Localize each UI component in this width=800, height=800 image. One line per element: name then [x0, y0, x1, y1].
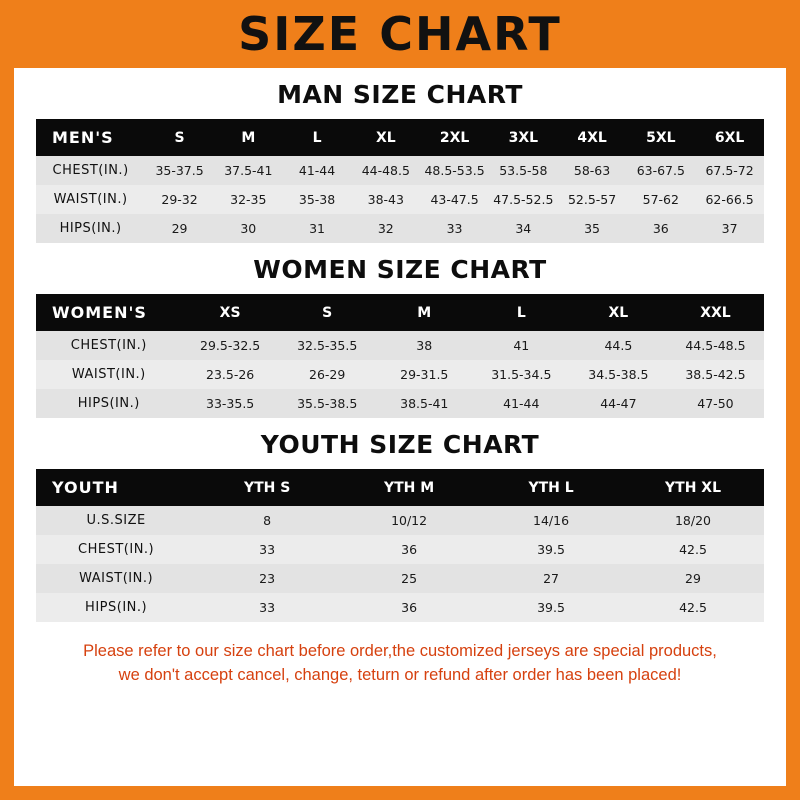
- men-size-table: [36, 119, 764, 243]
- youth-col-4: YTH XL: [622, 469, 764, 506]
- men-col-9: 6XL: [695, 119, 764, 156]
- women-cell-1-2: 29-31.5: [376, 360, 473, 389]
- footer-note-line-2: we don't accept cancel, change, teturn or refund after order has been placed!: [118, 665, 682, 684]
- women-col-4: L: [473, 294, 570, 331]
- women-table-head: [36, 294, 764, 331]
- women-cell-0-2: 38: [376, 331, 473, 360]
- women-cell-1-3: 31.5-34.5: [473, 360, 570, 389]
- men-cell-0-4: 48.5-53.5: [420, 156, 489, 185]
- women-col-2: S: [279, 294, 376, 331]
- table-row: [36, 564, 764, 593]
- youth-cell-2-3: 29: [622, 564, 764, 593]
- table-row: [36, 389, 764, 418]
- table-row: [36, 156, 764, 185]
- women-col-6: XXL: [667, 294, 764, 331]
- youth-cell-1-2: 39.5: [480, 535, 622, 564]
- table-row: [36, 506, 764, 535]
- footer-note-line-1: Please refer to our size chart before order,the customized jerseys are special products,: [83, 642, 717, 660]
- men-cell-1-2: 35-38: [283, 185, 352, 214]
- men-col-3: L: [283, 119, 352, 156]
- table-row: [36, 185, 764, 214]
- women-cell-1-5: 38.5-42.5: [667, 360, 764, 389]
- women-cell-0-3: 41: [473, 331, 570, 360]
- table-row: [36, 593, 764, 622]
- youth-section-title: YOUTH SIZE CHART: [260, 430, 540, 459]
- youth-cell-0-1: 10/12: [338, 506, 480, 535]
- men-col-5: 2XL: [420, 119, 489, 156]
- youth-cell-2-1: 25: [338, 564, 480, 593]
- youth-cell-0-3: 18/20: [622, 506, 764, 535]
- women-table-body: [36, 331, 764, 418]
- women-col-5: XL: [570, 294, 667, 331]
- women-cell-2-5: 47-50: [667, 389, 764, 418]
- men-cell-1-1: 32-35: [214, 185, 283, 214]
- men-col-7: 4XL: [558, 119, 627, 156]
- footer-band: [0, 786, 800, 800]
- men-cell-1-0: 29-32: [145, 185, 214, 214]
- youth-cell-3-0: 33: [196, 593, 338, 622]
- youth-row-1-label: CHEST(IN.): [36, 535, 196, 564]
- youth-col-3: YTH L: [480, 469, 622, 506]
- women-cell-2-4: 44-47: [570, 389, 667, 418]
- men-table-body: [36, 156, 764, 243]
- youth-cell-3-1: 36: [338, 593, 480, 622]
- women-cell-2-1: 35.5-38.5: [279, 389, 376, 418]
- youth-cell-1-1: 36: [338, 535, 480, 564]
- women-cell-0-1: 32.5-35.5: [279, 331, 376, 360]
- women-cell-0-0: 29.5-32.5: [182, 331, 279, 360]
- women-size-table: [36, 294, 764, 418]
- men-cell-0-2: 41-44: [283, 156, 352, 185]
- youth-row-2-label: WAIST(IN.): [36, 564, 196, 593]
- header-band: [0, 0, 800, 68]
- men-cell-0-7: 63-67.5: [626, 156, 695, 185]
- women-cell-2-3: 41-44: [473, 389, 570, 418]
- men-table-head: [36, 119, 764, 156]
- youth-cell-3-2: 39.5: [480, 593, 622, 622]
- youth-cell-0-2: 14/16: [480, 506, 622, 535]
- men-cell-1-5: 47.5-52.5: [489, 185, 558, 214]
- table-row: [36, 535, 764, 564]
- women-row-1-label: WAIST(IN.): [36, 360, 182, 389]
- women-row-2-label: HIPS(IN.): [36, 389, 182, 418]
- table-row: [36, 360, 764, 389]
- youth-col-0: YOUTH: [36, 469, 196, 506]
- men-cell-0-6: 58-63: [558, 156, 627, 185]
- table-row: [36, 214, 764, 243]
- men-cell-1-7: 57-62: [626, 185, 695, 214]
- youth-row-0-label: U.S.SIZE: [36, 506, 196, 535]
- youth-col-1: YTH S: [196, 469, 338, 506]
- women-cell-1-1: 26-29: [279, 360, 376, 389]
- men-cell-2-3: 32: [351, 214, 420, 243]
- men-cell-0-8: 67.5-72: [695, 156, 764, 185]
- men-cell-0-3: 44-48.5: [351, 156, 420, 185]
- men-cell-2-1: 30: [214, 214, 283, 243]
- women-cell-1-4: 34.5-38.5: [570, 360, 667, 389]
- women-row-0-label: CHEST(IN.): [36, 331, 182, 360]
- men-cell-2-0: 29: [145, 214, 214, 243]
- men-cell-2-5: 34: [489, 214, 558, 243]
- table-row: [36, 331, 764, 360]
- men-col-2: M: [214, 119, 283, 156]
- men-cell-1-8: 62-66.5: [695, 185, 764, 214]
- men-col-6: 3XL: [489, 119, 558, 156]
- women-cell-2-0: 33-35.5: [182, 389, 279, 418]
- women-cell-0-5: 44.5-48.5: [667, 331, 764, 360]
- women-col-3: M: [376, 294, 473, 331]
- youth-row-3-label: HIPS(IN.): [36, 593, 196, 622]
- page-title: SIZE CHART: [238, 7, 562, 61]
- men-cell-0-1: 37.5-41: [214, 156, 283, 185]
- women-col-0: WOMEN'S: [36, 294, 182, 331]
- table-header-row: [36, 469, 764, 506]
- men-row-1-label: WAIST(IN.): [36, 185, 145, 214]
- men-cell-0-5: 53.5-58: [489, 156, 558, 185]
- men-cell-1-6: 52.5-57: [558, 185, 627, 214]
- men-cell-1-4: 43-47.5: [420, 185, 489, 214]
- youth-cell-0-0: 8: [196, 506, 338, 535]
- men-cell-2-2: 31: [283, 214, 352, 243]
- men-cell-0-0: 35-37.5: [145, 156, 214, 185]
- men-row-0-label: CHEST(IN.): [36, 156, 145, 185]
- men-cell-2-6: 35: [558, 214, 627, 243]
- youth-cell-1-3: 42.5: [622, 535, 764, 564]
- men-col-4: XL: [351, 119, 420, 156]
- men-section-title: MAN SIZE CHART: [277, 80, 523, 109]
- youth-size-table: [36, 469, 764, 622]
- women-section-title: WOMEN SIZE CHART: [253, 255, 547, 284]
- content-area: [14, 80, 786, 688]
- footer-note: [36, 636, 764, 688]
- table-header-row: [36, 294, 764, 331]
- women-cell-1-0: 23.5-26: [182, 360, 279, 389]
- men-col-0: MEN'S: [36, 119, 145, 156]
- youth-col-2: YTH M: [338, 469, 480, 506]
- women-col-1: XS: [182, 294, 279, 331]
- men-cell-2-4: 33: [420, 214, 489, 243]
- youth-cell-2-0: 23: [196, 564, 338, 593]
- youth-cell-2-2: 27: [480, 564, 622, 593]
- women-cell-0-4: 44.5: [570, 331, 667, 360]
- youth-cell-1-0: 33: [196, 535, 338, 564]
- youth-table-head: [36, 469, 764, 506]
- table-header-row: [36, 119, 764, 156]
- women-cell-2-2: 38.5-41: [376, 389, 473, 418]
- men-col-1: S: [145, 119, 214, 156]
- men-col-8: 5XL: [626, 119, 695, 156]
- men-cell-1-3: 38-43: [351, 185, 420, 214]
- men-cell-2-8: 37: [695, 214, 764, 243]
- men-cell-2-7: 36: [626, 214, 695, 243]
- men-row-2-label: HIPS(IN.): [36, 214, 145, 243]
- youth-cell-3-3: 42.5: [622, 593, 764, 622]
- youth-table-body: [36, 506, 764, 622]
